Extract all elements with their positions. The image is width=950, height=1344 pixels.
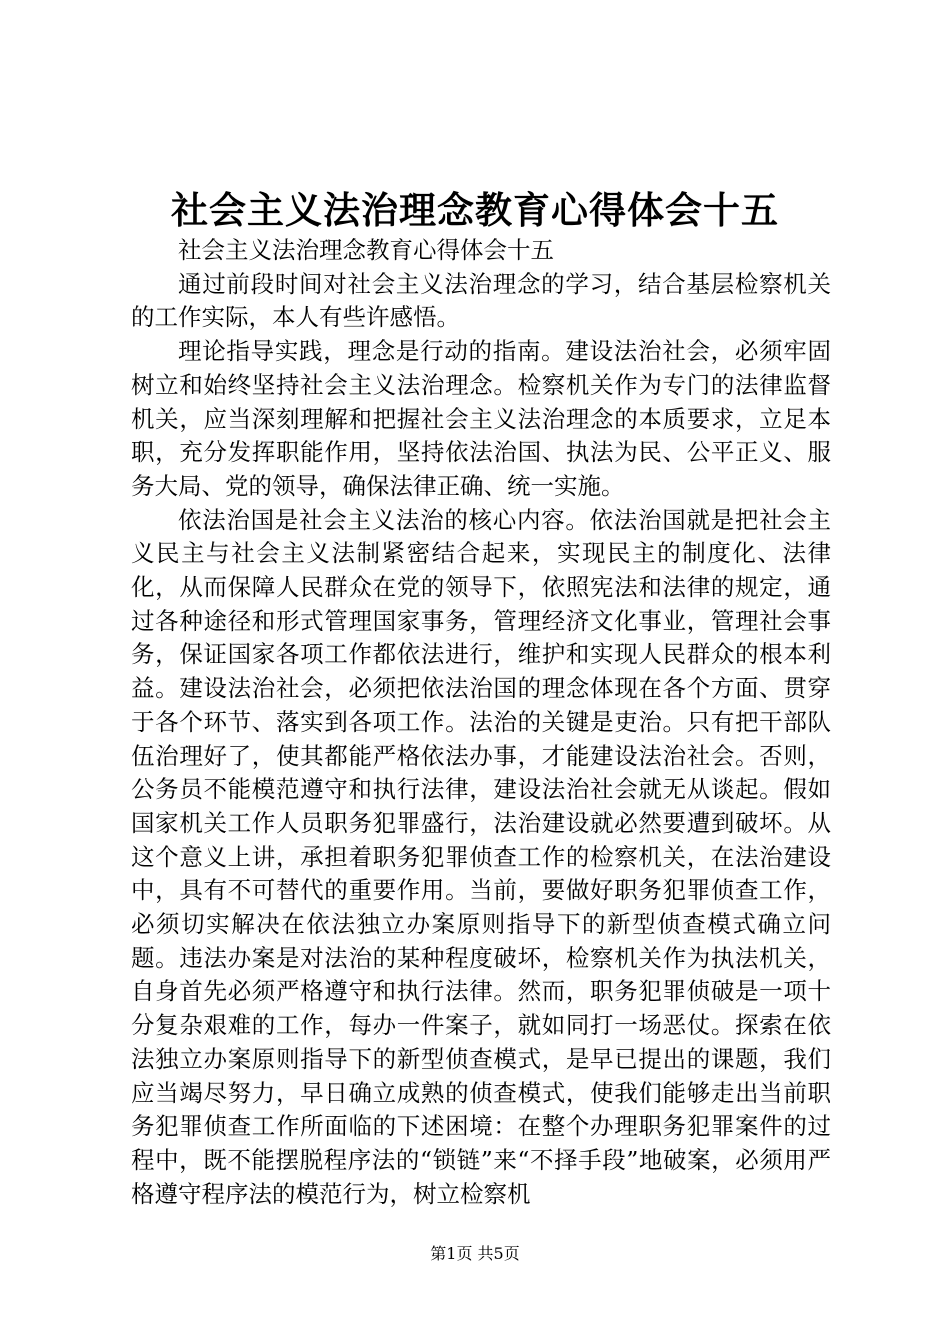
paragraph-intro: 通过前段时间对社会主义法治理念的学习，结合基层检察机关的工作实际，本人有些许感悟。 [131,269,831,332]
paragraph-rule-of-law: 依法治国是社会主义法治的核心内容。依法治国就是把社会主义民主与社会主义法制紧密结合起来，实现民主的制度化、法律化，从而保障人民群众在党的领导下，依照宪法和法律的规定，通过各种途径和形式管理国家事务，管理经济文化事业，管理社会事务，保证国家各项工作都依法进行，维护和实现人民群众的根本利益。建设法治社会，必须把依法治国的理念体现在各个方面、贯穿于各个环节、落实到各项工作。法治的关键是吏治。只有把干部队伍治理好了，使其都能严格依法办事，才能建设法治社会。否则，公务员不能模范遵守和执行法律，建设法治社会就无从谈起。假如国家机关工作人员职务犯罪盛行，法治建设就必然要遭到破坏。从这个意义上讲，承担着职务犯罪侦查工作的检察机关，在法治建设中，具有不可替代的重要作用。当前，要做好职务犯罪侦查工作，必须切实解决在依法独立办案原则指导下的新型侦查模式确立问题。违法办案是对法治的某种程度破坏，检察机关作为执法机关，自身首先必须严格遵守和执行法律。然而，职务犯罪侦破是一项十分复杂艰难的工作，每办一件案子，就如同打一场恶仗。探索在依法独立办案原则指导下的新型侦查模式，是早已提出的课题，我们应当竭尽努力，早日确立成熟的侦查模式，使我们能够走出当前职务犯罪侦查工作所面临的下述困境：在整个办理职务犯罪案件的过程中，既不能摆脱程序法的“锁链”来“不择手段”地破案，必须用严格遵守程序法的模范行为，树立检察机 [131,505,831,1208]
document-body [131,234,831,1211]
paragraph-theory: 理论指导实践，理念是行动的指南。建设法治社会，必须牢固树立和始终坚持社会主义法治理念。检察机关作为专门的法律监督机关，应当深刻理解和把握社会主义法治理念的本质要求，立足本职，充分发挥职能作用，坚持依法治国、执法为民、公平正义、服务大局、党的领导，确保法律正确、统一实施。 [131,337,831,500]
page-footer: 第1页 共5页 [430,1244,520,1263]
paragraph-subtitle: 社会主义法治理念教育心得体会十五 [178,236,554,264]
document-title: 社会主义法治理念教育心得体会十五 [171,188,779,232]
